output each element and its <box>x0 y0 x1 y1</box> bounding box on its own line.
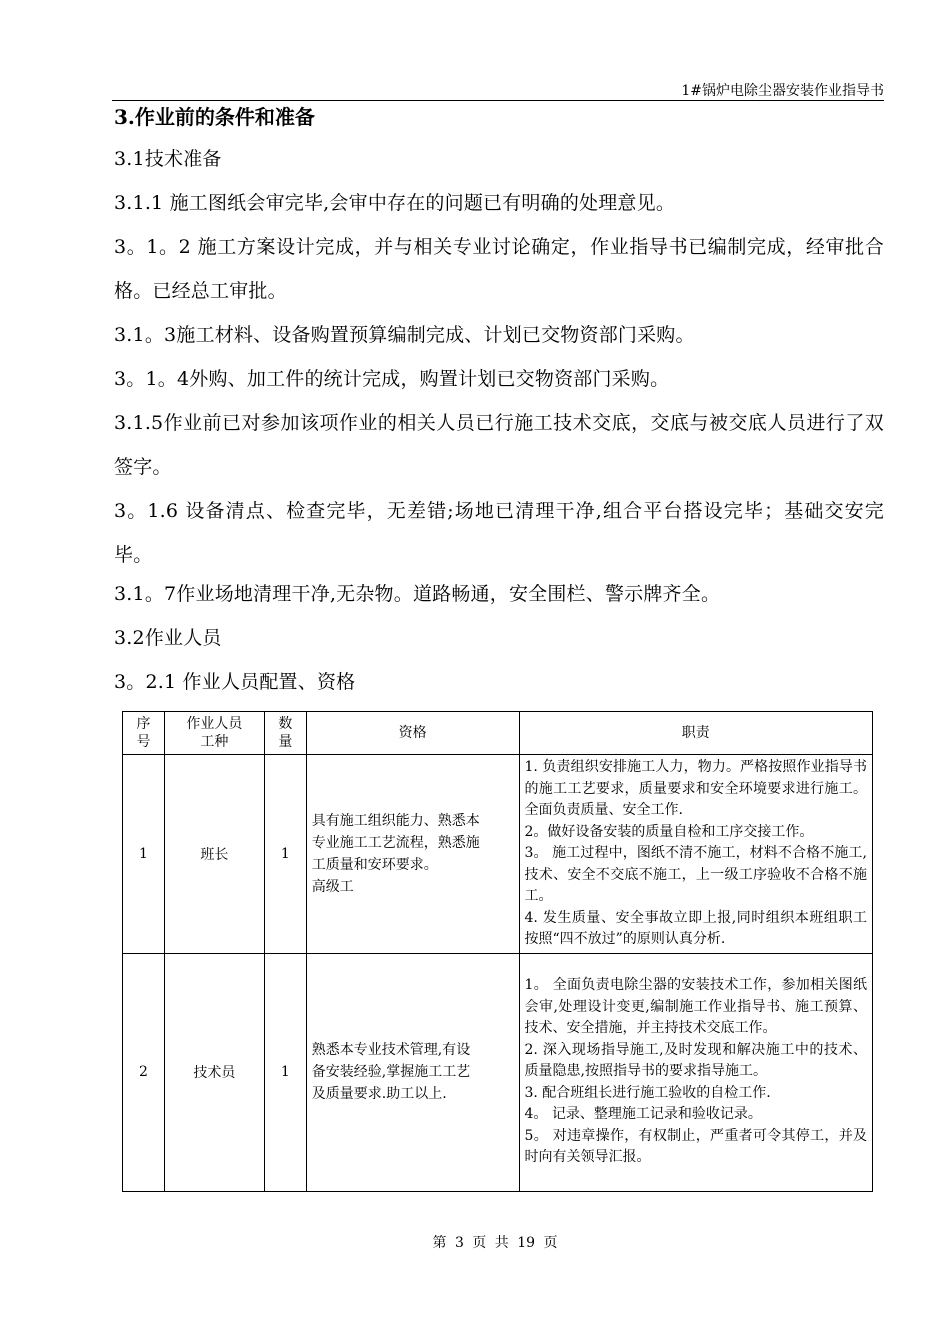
cell-qualification <box>306 755 519 954</box>
duty-item: 1. 负责组织安排施工人力，物力。严格按照作业指导书的施工工艺要求，质量要求和安全环境要求进行施工。全面负责质量、安全工作. <box>524 759 867 818</box>
duty-item: 2. 深入现场指导施工,及时发现和解决施工中的技术、质量隐患,按照指导书的要求指导施工。 <box>524 1041 867 1080</box>
cell-serial: 1 <box>123 755 165 954</box>
paragraph-3-2: 3.2作业人员 <box>114 627 222 649</box>
staff-table <box>122 711 873 1192</box>
cell-quantity: 1 <box>264 953 306 1191</box>
header-serial-line1: 序 <box>136 716 151 732</box>
qualification-line: 备安装经验,掌握施工工艺 <box>311 1064 471 1080</box>
table-row <box>123 953 873 1191</box>
paragraph-3-1: 3.1技术准备 <box>114 148 222 170</box>
page-footer: 第 3 页 共 19 页 <box>432 1235 558 1251</box>
header-worker-type <box>164 712 264 755</box>
document-header-title: 1#锅炉电除尘器安装作业指导书 <box>681 83 884 99</box>
qualification-line: 具有施工组织能力、熟悉本 <box>311 812 480 829</box>
table-row <box>123 755 873 954</box>
duty-item: 4。 记录、整理施工记录和验收记录。 <box>524 1106 762 1123</box>
cell-qualification <box>306 953 519 1191</box>
paragraph-3-1-4: 3。1。4外购、加工件的统计完成，购置计划已交物资部门采购。 <box>114 368 670 390</box>
paragraph-3-2-1: 3。2.1 作业人员配置、资格 <box>114 671 356 693</box>
header-qty-line1: 数 <box>278 716 293 732</box>
duty-item: 3。 施工过程中，图纸不清不施工，材料不合格不施工,技术、安全不交底不施工，上一级工序验收不合格不施工。 <box>524 845 867 904</box>
cell-quantity: 1 <box>264 755 306 954</box>
paragraph-3-1-5: 3.1.5作业前已对参加该项作业的相关人员已行施工技术交底，交底与被交底人员进行了双签字。 <box>114 412 884 478</box>
header-duties: 职责 <box>519 712 873 755</box>
paragraph-3-1-7: 3.1。7作业场地清理干净,无杂物。道路畅通，安全围栏、警示牌齐全。 <box>114 583 721 605</box>
duty-item: 5。 对违章操作，有权制止，严重者可令其停工，并及时向有关领导汇报。 <box>524 1127 867 1166</box>
paragraph-3-1-1: 3.1.1 施工图纸会审完毕,会审中存在的问题已有明确的处理意见。 <box>114 192 676 214</box>
cell-worker-type: 班长 <box>164 755 264 954</box>
cell-duties <box>519 953 873 1191</box>
header-quantity <box>264 712 306 755</box>
qualification-line: 高级工 <box>311 878 354 895</box>
duty-item: 4. 发生质量、安全事故立即上报,同时组织本班组职工按照“四不放过”的原则认真分析. <box>524 909 867 947</box>
cell-serial: 2 <box>123 953 165 1191</box>
cell-worker-type: 技术员 <box>164 953 264 1191</box>
header-type-line2: 工种 <box>200 734 229 750</box>
paragraph-3-1-6: 3。1.6 设备清点、检查完毕，无差错;场地已清理干净,组合平台搭设完毕；基础交安完毕。 <box>114 500 884 566</box>
header-serial-line2: 号 <box>136 734 151 750</box>
header-type-line1: 作业人员 <box>186 716 243 732</box>
qualification-line: 工质量和安环要求。 <box>311 856 438 873</box>
paragraph-3-1-2: 3。1。2 施工方案设计完成，并与相关专业讨论确定，作业指导书已编制完成，经审批合格。已经总工审批。 <box>114 236 884 302</box>
paragraph-3-1-3: 3.1。3施工材料、设备购置预算编制完成、计划已交物资部门采购。 <box>114 324 695 346</box>
qualification-line: 及质量要求.助工以上. <box>311 1086 447 1102</box>
duty-item: 1。 全面负责电除尘器的安装技术工作，参加相关图纸会审,处理设计变更,编制施工作业指导书、施工预算、技术、安全措施，并主持技术交底工作。 <box>524 977 867 1037</box>
header-serial <box>123 712 165 755</box>
duty-item: 3. 配合班组长进行施工验收的自检工作. <box>524 1084 771 1101</box>
section-title: 3.作业前的条件和准备 <box>114 105 315 129</box>
header-qty-line2: 量 <box>278 734 293 750</box>
qualification-line: 熟悉本专业技术管理,有设 <box>311 1042 471 1058</box>
cell-duties <box>519 755 873 954</box>
qualification-line: 专业施工工艺流程，熟悉施 <box>311 834 480 851</box>
header-qualification: 资格 <box>306 712 519 755</box>
table-header-row <box>123 712 873 755</box>
duty-item: 2。做好设备安装的质量自检和工序交接工作。 <box>524 823 814 840</box>
